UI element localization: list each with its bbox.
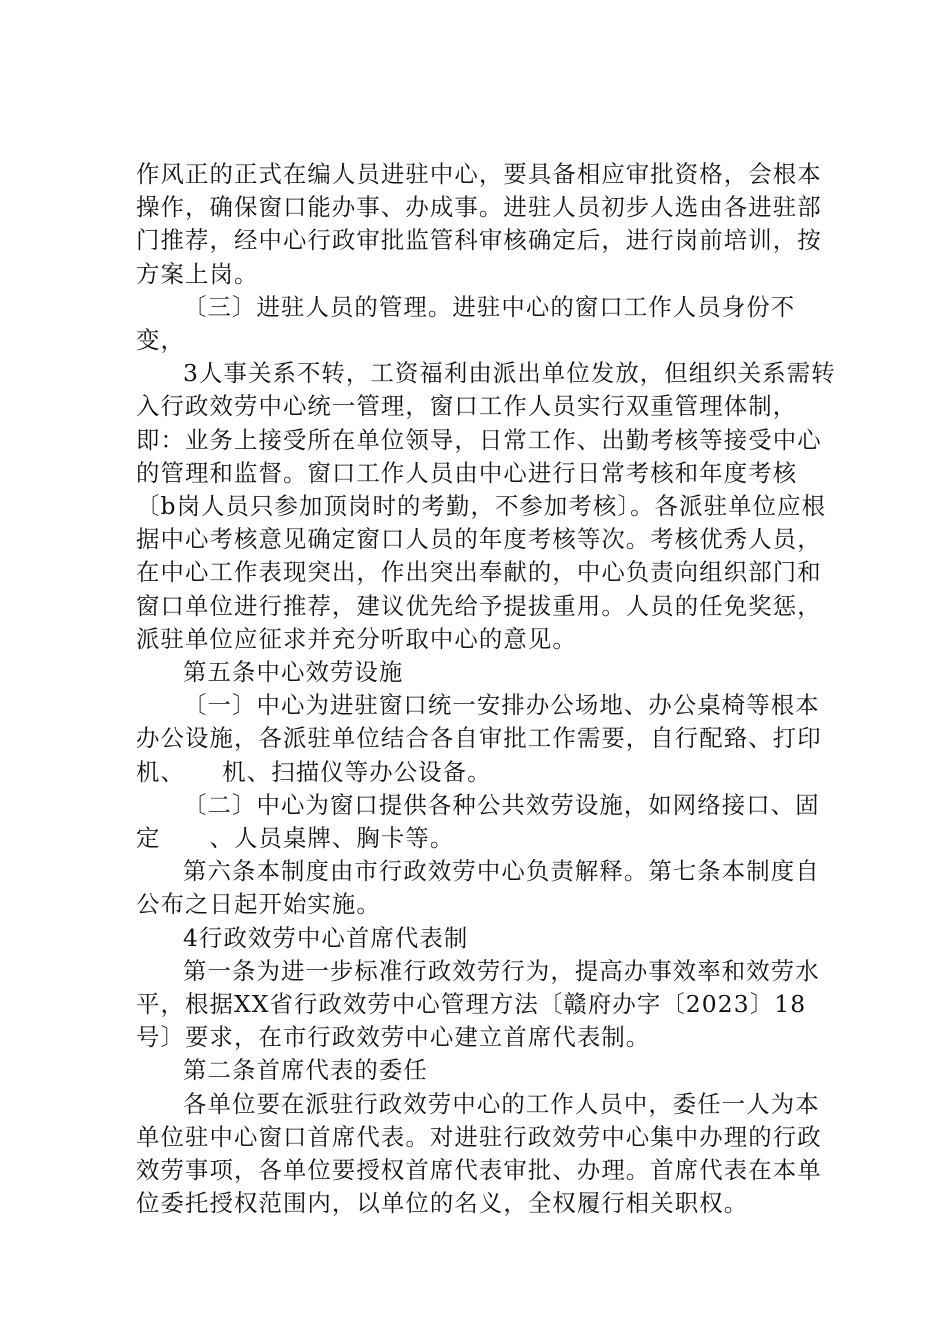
paragraph-personnel-relations: 3人事关系不转，工资福利由派出单位发放，但组织关系需转入行政效劳中心统一管理，窗口工作人员实行双重管理体制，即：业务上接受所在单位领导，日常工作、出勤考核等接受中心的管理和监督。窗口工作人员由中心进行日常考核和年度考核〔b岗人员只参加顶岗时的考勤，不参加考核〕。各派驻单位应根据中心考核意见确定窗口人员的年度考核等次。考核优秀人员，在中心工作表现突出，作出突出奉献的，中心负责向组织部门和窗口单位进行推荐，建议优先给予提拔重用。人员的任免奖惩，派驻单位应征求并充分听取中心的意见。 (136, 359, 836, 653)
paragraph-article-one: 第一条为进一步标准行政效劳行为，提高办事效率和效劳水平，根据XX省行政效劳中心管理方法〔赣府办字〔2023〕18号〕要求，在市行政效劳中心建立首席代表制。 (136, 956, 820, 1052)
paragraph-articles-six-seven: 第六条本制度由市行政效劳中心负责解释。第七条本制度自公布之日起开始实施。 (136, 857, 820, 919)
paragraph-public-facilities: 〔二〕中心为窗口提供各种公共效劳设施，如网络接口、固定 、人员桌牌、胸卡等。 (136, 790, 820, 853)
document-body (136, 158, 836, 1221)
paragraph-continuation: 作风正的正式在编人员进驻中心，要具备相应审批资格，会根本操作，确保窗口能办事、办成事。进驻人员初步人选由各进驻部门推荐，经中心行政审批监管科审核确定后，进行岗前培训，按方案上岗。 (136, 160, 822, 288)
heading-chief-representative-system: 4行政效劳中心首席代表制 (183, 923, 469, 952)
heading-article-two: 第二条首席代表的委任 (183, 1056, 428, 1085)
paragraph-office-facilities: 〔一〕中心为进驻窗口统一安排办公场地、办公桌椅等根本办公设施，各派驻单位结合各自审批工作需要，自行配臵、打印机、 机、扫描仪等办公设备。 (136, 691, 822, 786)
paragraph-appointment: 各单位要在派驻行政效劳中心的工作人员中，委任一人为本单位驻中心窗口首席代表。对进驻行政效劳中心集中办理的行政效劳事项，各单位要授权首席代表审批、办理。首席代表在本单位委托授权范围内，以单位的名义，全权履行相关职权。 (136, 1089, 822, 1218)
heading-article-five: 第五条中心效劳设施 (183, 658, 404, 687)
paragraph-personnel-management: 〔三〕进驻人员的管理。进驻中心的窗口工作人员身份不变， (136, 292, 796, 355)
